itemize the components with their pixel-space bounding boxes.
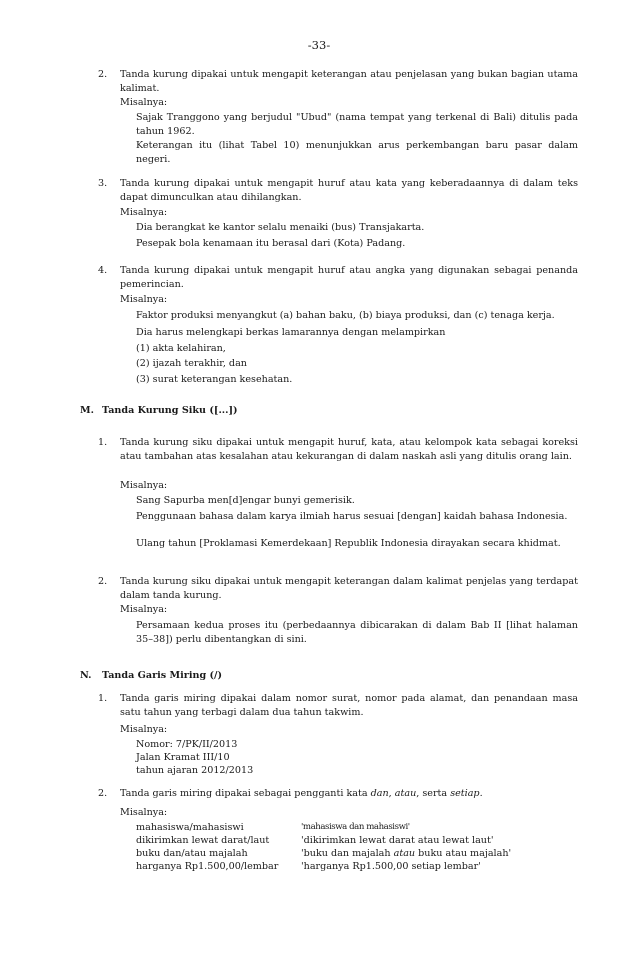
item-text: Tanda kurung dipakai untuk mengapit huruf atau kata yang keberadaannya di dalam teks dapat dimunculkan atau dihilangkan. <box>120 178 578 203</box>
misalnya-label: Misalnya: <box>120 97 168 108</box>
item-text-part: Tanda garis miring dipakai sebagai pengganti kata <box>120 788 371 799</box>
example-text: Sang Sapurba men[d]engar bunyi gemerisik. <box>136 495 355 506</box>
item-number: 2. <box>98 788 108 799</box>
example-text: Dia berangkat ke kantor selalu menaiki (bus) Transjakarta. <box>136 222 425 233</box>
section-title: Tanda Kurung Siku ([...]) <box>102 405 238 416</box>
example-text: Faktor produksi menyangkut (a) bahan baku, (b) biaya produksi, dan (c) tenaga kerja. <box>136 310 555 321</box>
example-text: Keterangan itu (lihat Tabel 10) menunjukkan arus perkembangan baru pasar dalam negeri. <box>136 140 578 165</box>
italic-word: atau <box>394 788 417 799</box>
pair-left: harganya Rp1.500,00/lembar <box>136 861 279 872</box>
example-text: Pesepak bola kenamaan itu berasal dari (Kota) Padang. <box>136 238 406 249</box>
misalnya-label: Misalnya: <box>120 604 168 615</box>
pair-right: 'dikirimkan lewat darat atau lewat laut' <box>301 835 494 846</box>
example-text: Persamaan kedua proses itu (perbedaannya dibicarakan di dalam Bab II [lihat halaman 35–38]) perlu dibentangkan di sini. <box>136 620 578 645</box>
pair-left: dikirimkan lewat darat/laut <box>136 835 270 846</box>
item-text-part: , <box>388 788 395 799</box>
section-title: Tanda Garis Miring (/) <box>102 670 223 681</box>
pair-left: buku dan/atau majalah <box>136 848 248 859</box>
item-text <box>120 787 578 801</box>
example-text: Ulang tahun [Proklamasi Kemerdekaan] Republik Indonesia dirayakan secara khidmat. <box>136 538 561 549</box>
misalnya-label: Misalnya: <box>120 724 168 735</box>
section-letter: N. <box>80 670 92 681</box>
example-text: Sajak Tranggono yang berjudul "Ubud" (nama tempat yang terkenal di Bali) ditulis pada tahun 1962. <box>136 112 578 137</box>
misalnya-label: Misalnya: <box>120 807 168 818</box>
list-item: (1) akta kelahiran, <box>136 343 226 354</box>
italic-word: setiap <box>450 788 480 799</box>
item-text: Tanda kurung siku dipakai untuk mengapit keterangan dalam kalimat penjelas yang terdapat dalam tanda kurung. <box>120 576 578 601</box>
item-number: 2. <box>98 576 108 587</box>
pair-right-part: buku atau majalah' <box>415 848 512 859</box>
pair-right <box>301 847 511 861</box>
example-text: Dia harus melengkapi berkas lamarannya dengan melampirkan <box>136 327 446 338</box>
item-text-part: . <box>479 788 483 799</box>
item-number: 2. <box>98 69 108 80</box>
item-number: 1. <box>98 693 108 704</box>
pair-right-part: 'buku dan majalah <box>301 848 394 859</box>
italic-word: dan <box>370 788 389 799</box>
italic-word: atau <box>393 848 416 859</box>
item-text: Tanda garis miring dipakai dalam nomor surat, nomor pada alamat, dan penandaan masa satu tahun yang terbagi dalam dua tahun takwim. <box>120 693 578 718</box>
example-text: Jalan Kramat III/10 <box>136 752 230 763</box>
example-text: Penggunaan bahasa dalam karya ilmiah harus sesuai [dengan] kaidah bahasa Indonesia. <box>136 511 568 522</box>
example-text: Nomor: 7/PK/II/2013 <box>136 739 238 750</box>
misalnya-label: Misalnya: <box>120 207 168 218</box>
item-number: 3. <box>98 178 108 189</box>
pair-right: 'mahasiswa dan mahasiswi' <box>301 822 410 832</box>
misalnya-label: Misalnya: <box>120 480 168 491</box>
page-number: -33- <box>307 38 331 52</box>
item-text: Tanda kurung siku dipakai untuk mengapit huruf, kata, atau kelompok kata sebagai koreksi atau tambahan atas kesalahan atau kekurangan di dalam naskah asli yang ditulis orang lain. <box>120 437 578 462</box>
list-item: (2) ijazah terakhir, dan <box>136 358 247 369</box>
pair-left: mahasiswa/mahasiswi <box>136 822 244 833</box>
item-text: Tanda kurung dipakai untuk mengapit huruf atau angka yang digunakan sebagai penanda pemerincian. <box>120 265 578 290</box>
list-item: (3) surat keterangan kesehatan. <box>136 374 293 385</box>
section-letter: M. <box>80 405 94 416</box>
example-text: tahun ajaran 2012/2013 <box>136 765 254 776</box>
item-text: Tanda kurung dipakai untuk mengapit keterangan atau penjelasan yang bukan bagian utama kalimat. <box>120 69 578 94</box>
pair-right: 'harganya Rp1.500,00 setiap lembar' <box>301 861 481 872</box>
item-text-part: , serta <box>416 788 451 799</box>
item-number: 1. <box>98 437 108 448</box>
misalnya-label: Misalnya: <box>120 294 168 305</box>
item-number: 4. <box>98 265 108 276</box>
